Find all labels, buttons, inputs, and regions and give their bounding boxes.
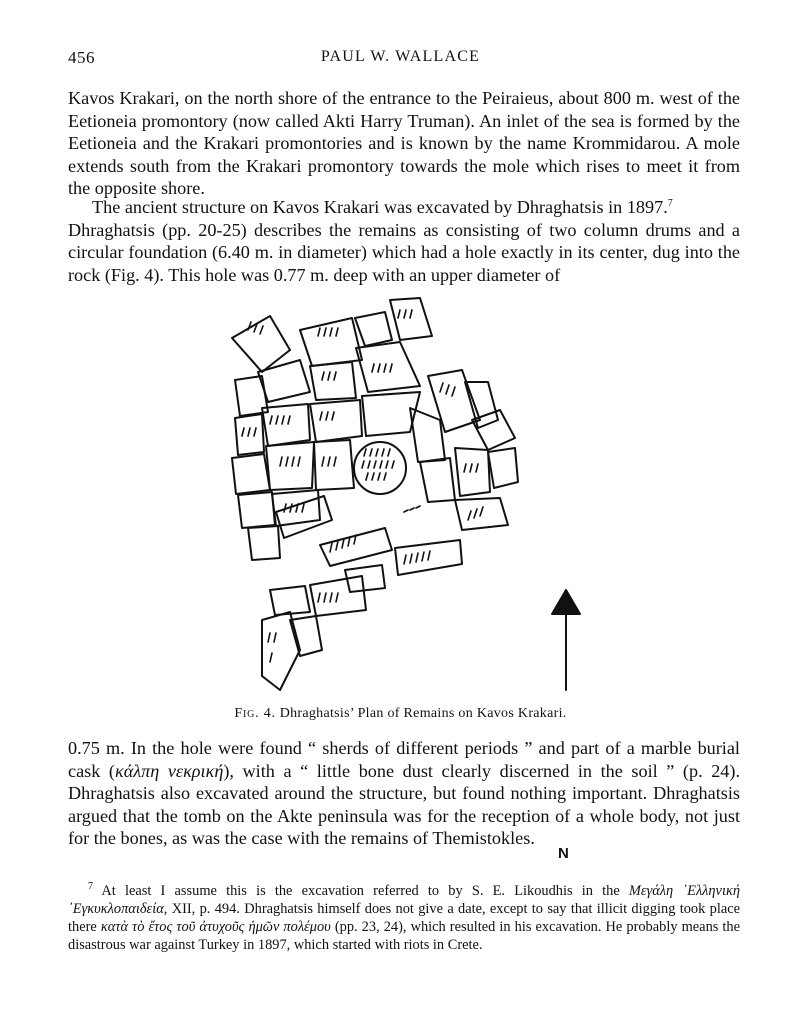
figure-caption-text: Dhraghatsis’ Plan of Remains on Kavos Krakari. [279,706,567,721]
footnote-text-c: (pp. 23, 24), which resulted in his excavation. He probably means the disastrous war against Turkey in 1897, which started with riots in Crete. [68,919,741,953]
block-outline [300,318,362,366]
block-outline [235,414,264,455]
paragraph-3-text: Dhraghatsis (pp. 20-25) describes the remains as consisting of two column drums and a circular foundation (6.40 m. in diameter) which had a hole exactly in its center, dug into the rock (Fig. 4). This hole was 0.77 m. deep with an upper diameter of [68,219,740,285]
plan-drawing [0,290,801,700]
block-outline [262,404,310,446]
paragraph-2-text [68,196,740,219]
footnote-greek-a: Μεγάλη ᾿Ελληνική ᾿Εγκυκλοπαιδεία [68,883,740,917]
block-outline [420,458,455,502]
block-outline [390,298,432,340]
paragraph-4-text [68,737,740,850]
footnote-mark: 7 [88,881,93,893]
paragraph-4-part-1: 0.75 m. In the hole were found “ sherds of different periods ” and part of a marble burial cask ( [68,738,740,781]
block-outline [428,370,480,432]
footnote-text-b: , XII, p. 494. Dhraghatsis himself does not give a date, except to say that illicit digging took place there [68,901,740,935]
footnote-text-a: At least I assume this is the excavation referred to by S. E. Likoudhis in the [101,883,629,899]
paragraph-2-sentence: The ancient structure on Kavos Krakari was excavated by Dhraghatsis in 1897. [92,197,668,217]
block-outline [465,382,498,428]
footnote-greek-b: κατὰ τὸ ἔτος τοῦ ἀτυχοῦς ἡμῶν πολέμου [100,919,331,935]
north-arrow [552,590,580,690]
block-outline [262,612,300,690]
paragraph-2 [68,196,740,286]
block-outline [310,362,356,400]
paragraph-1-text: Kavos Krakari, on the north shore of the entrance to the Peiraieus, about 800 m. west of the Eetioneia promontory (now called Akti Harry Truman). An inlet of the sea is formed by the Eetioneia and the Krakari promontories and is known by the name Krommidarou. A mole extends south from the Krakari promontory towards the mole which rises to meet it from the opposite shore. [68,88,740,198]
paragraph-4-part-2: ), with a “ little bone dust clearly discerned in the soil ” (p. 24). Dhraghatsis also excavated around the structure, but found nothing important. Dhraghatsis argued that the tomb on the Akte peninsula was for the reception of a whole body, not just for the bones, as was the case with the remains of Themistokles. [68,760,741,848]
block-outline [232,454,270,494]
block-outline [276,496,332,538]
running-head: PAUL W. WALLACE [320,48,481,65]
figure-label: Fig. 4. [234,706,276,721]
block-outline [238,492,275,528]
block-outline [232,316,290,372]
paragraph-4 [68,737,740,850]
figure-caption [0,706,801,722]
block-outline [455,448,490,496]
block-outline [356,342,420,392]
block-outline [310,400,362,442]
footnote-7 [68,882,740,954]
block-outline [266,442,314,490]
block-outline [488,448,518,488]
footnote-reference: 7 [667,197,673,209]
block-outline [290,616,322,656]
paragraph-1 [68,87,740,200]
north-label: N [558,845,569,862]
page-number: 456 [68,48,95,67]
block-outline [270,586,310,615]
block-outline [248,526,280,560]
greek-phrase: κάλπη νεκρική [114,760,224,781]
block-outline [355,312,392,346]
